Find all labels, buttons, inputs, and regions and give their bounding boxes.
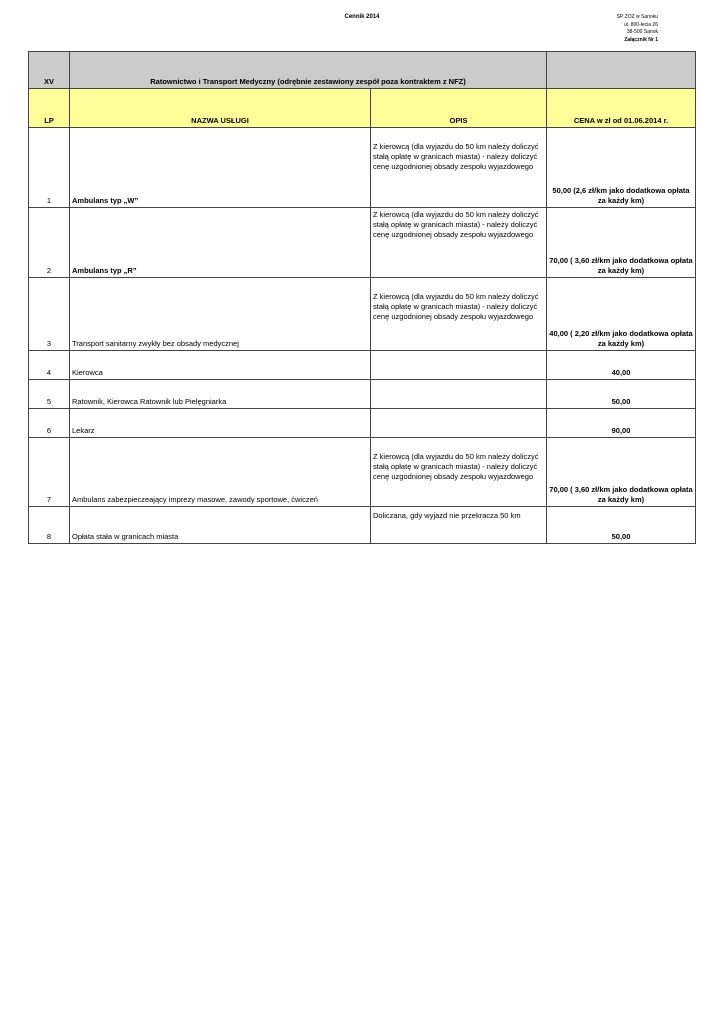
row-desc [371,380,547,409]
section-header-row [29,52,696,89]
table-row [29,409,696,438]
row-price: 70,00 ( 3,60 zł/km jako dodatkowa opłata za każdy km) [547,208,696,278]
row-name: Kierowca [70,351,371,380]
section-title: Ratownictwo i Transport Medyczny (odrębnie zestawiony zespół poza kontraktem z NFZ) [70,52,547,89]
address-line: SP ZOZ w Sanoku [616,14,658,20]
row-lp: 7 [29,438,70,507]
column-header-desc: OPIS [371,89,547,128]
column-header-name: NAZWA USŁUGI [70,89,371,128]
address-line: 38-500 Sanok [626,29,658,35]
address-block [617,14,658,44]
row-name: Opłata stała w granicach miasta [70,507,371,544]
column-header-lp: LP [29,89,70,128]
row-name: Transport sanitarny zwykły bez obsady medycznej [70,278,371,351]
table-row [29,278,696,351]
row-price: 50,00 (2,6 zł/km jako dodatkowa opłata za każdy km) [547,128,696,208]
row-desc [371,351,547,380]
section-number: XV [29,52,70,89]
row-lp: 1 [29,128,70,208]
column-header-price: CENA w zł od 01.06.2014 r. [547,89,696,128]
row-lp: 6 [29,409,70,438]
row-desc: Z kierowcą (dla wyjazdu do 50 km należy doliczyć stałą opłatę w granicach miasta) - należy doliczyć cenę uzgodnionej obsady zespołu wyjazdowego [371,208,547,278]
row-price: 40,00 ( 2,20 zł/km jako dodatkowa opłata za każdy km) [547,278,696,351]
row-name: Ambulans zabezpieczeający imprezy masowe, zawody sportowe, ćwiczeń [70,438,371,507]
attachment-label: Załącznik Nr 1 [624,36,658,43]
row-price: 40,00 [547,351,696,380]
address-line: ul. 800-lecia 26 [624,21,658,28]
row-name: Ambulans typ „W” [70,128,371,208]
table-row [29,208,696,278]
row-desc: Z kierowcą (dla wyjazdu do 50 km należy doliczyć stałą opłatę w granicach miasta) - należy doliczyć cenę uzgodnionej obsady zespołu wyjazdowego [371,438,547,507]
row-price: 50,00 [547,507,696,544]
row-desc: Doliczana, gdy wyjazd nie przekracza 50 km [371,507,547,544]
row-desc: Z kierowcą (dla wyjazdu do 50 km należy doliczyć stałą opłatę w granicach miasta) - należy doliczyć cenę uzgodnionej obsady zespołu wyjazdowego [371,128,547,208]
table-row [29,380,696,409]
row-name: Ambulans typ „R” [70,208,371,278]
table-row [29,507,696,544]
row-name: Lekarz [70,409,371,438]
row-name: Ratownik, Kierowca Ratownik lub Pielęgniarka [70,380,371,409]
table-row [29,351,696,380]
row-desc [371,409,547,438]
section-empty-cell [547,52,696,89]
row-price: 90,00 [547,409,696,438]
document-title: Cennik 2014 [344,14,380,20]
table-row [29,438,696,507]
column-header-row [29,89,696,128]
table-row [29,128,696,208]
row-price: 70,00 ( 3,60 zł/km jako dodatkowa opłata za każdy km) [547,438,696,507]
row-lp: 3 [29,278,70,351]
row-lp: 5 [29,380,70,409]
row-lp: 2 [29,208,70,278]
row-price: 50,00 [547,380,696,409]
row-lp: 8 [29,507,70,544]
row-desc: Z kierowcą (dla wyjazdu do 50 km należy doliczyć stałą opłatę w granicach miasta) - należy doliczyć cenę uzgodnionej obsady zespołu wyjazdowego [371,278,547,351]
price-table [28,51,696,544]
row-lp: 4 [29,351,70,380]
